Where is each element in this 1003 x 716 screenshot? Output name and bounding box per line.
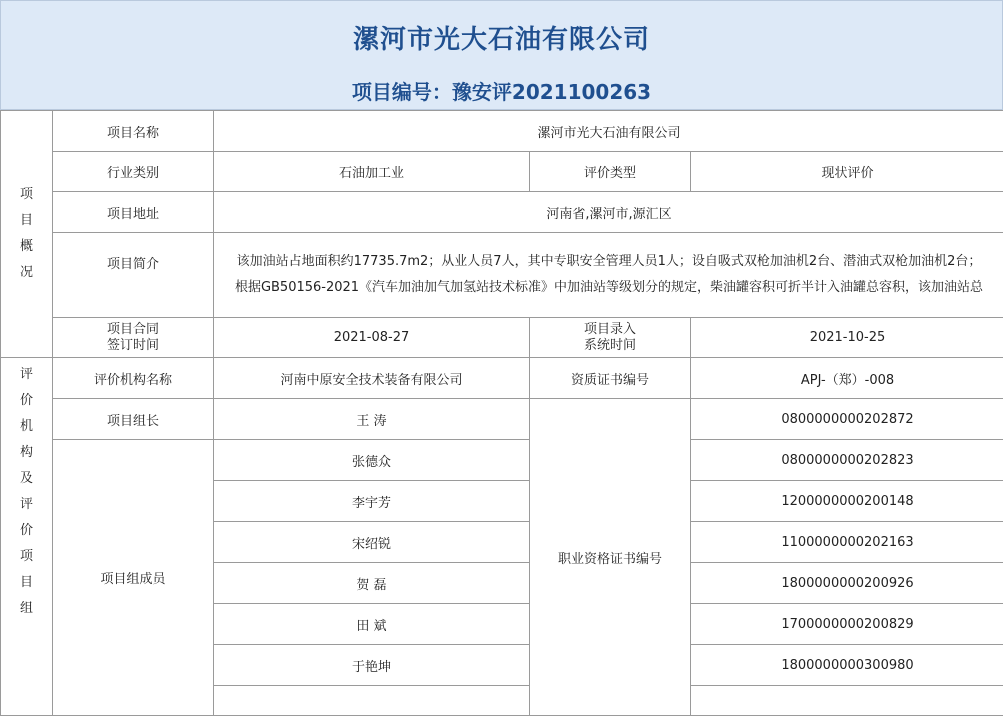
project-name-label: 项目名称 bbox=[53, 111, 214, 152]
address-value: 河南省,漯河市,源汇区 bbox=[214, 192, 1003, 233]
member-name: 贺 磊 bbox=[214, 563, 530, 604]
entry-time-value: 2021-10-25 bbox=[691, 318, 1003, 358]
industry-value: 石油加工业 bbox=[214, 152, 530, 192]
member-name-empty bbox=[214, 686, 530, 716]
entry-time-label bbox=[530, 318, 691, 358]
page-header bbox=[0, 0, 1003, 110]
eval-type-value: 现状评价 bbox=[691, 152, 1003, 192]
section-char: 价 bbox=[1, 388, 52, 414]
qual-cert-value: APJ-（郑）-008 bbox=[691, 358, 1003, 399]
member-name: 田 斌 bbox=[214, 604, 530, 645]
section-char: 构 bbox=[1, 440, 52, 466]
intro-label: 项目简介 bbox=[53, 233, 214, 318]
label-line: 签订时间 bbox=[53, 338, 213, 354]
org-name-value: 河南中原安全技术装备有限公司 bbox=[214, 358, 530, 399]
section-agency bbox=[1, 358, 53, 716]
project-name-value: 漯河市光大石油有限公司 bbox=[214, 111, 1003, 152]
company-title: 漯河市光大石油有限公司 bbox=[1, 19, 1002, 56]
member-cert: 1800000000200926 bbox=[691, 563, 1003, 604]
section-char: 组 bbox=[1, 596, 52, 622]
members-cert-label: 职业资格证书编号 bbox=[530, 399, 691, 716]
members-label: 项目组成员 bbox=[53, 440, 214, 716]
member-name: 李宇芳 bbox=[214, 481, 530, 522]
member-cert: 1800000000300980 bbox=[691, 645, 1003, 686]
section-char: 项 bbox=[1, 182, 52, 208]
leader-label: 项目组长 bbox=[53, 399, 214, 440]
section-char: 评 bbox=[1, 362, 52, 388]
leader-name: 王 涛 bbox=[214, 399, 530, 440]
intro-line: 该加油站占地面积约17735.7m2；从业人员7人，其中专职安全管理人员1人；设自吸式双枪加油机2台、潜油式双枪加油机2台； bbox=[214, 249, 1003, 275]
label-line: 系统时间 bbox=[530, 338, 690, 354]
intro-value bbox=[214, 233, 1003, 318]
section-char: 及 bbox=[1, 466, 52, 492]
section-overview bbox=[1, 111, 53, 358]
project-info-table bbox=[0, 110, 1003, 716]
label-line: 项目录入 bbox=[530, 322, 690, 338]
section-char: 目 bbox=[1, 208, 52, 234]
contract-time-value: 2021-08-27 bbox=[214, 318, 530, 358]
member-cert: 1700000000200829 bbox=[691, 604, 1003, 645]
member-cert: 0800000000202823 bbox=[691, 440, 1003, 481]
section-char: 价 bbox=[1, 518, 52, 544]
label-line: 项目合同 bbox=[53, 322, 213, 338]
section-char: 项 bbox=[1, 544, 52, 570]
org-name-label: 评价机构名称 bbox=[53, 358, 214, 399]
industry-label: 行业类别 bbox=[53, 152, 214, 192]
section-char: 概 bbox=[1, 234, 52, 260]
section-char: 目 bbox=[1, 570, 52, 596]
contract-time-label bbox=[53, 318, 214, 358]
section-char: 况 bbox=[1, 260, 52, 286]
member-name: 张德众 bbox=[214, 440, 530, 481]
intro-line: 根据GB50156-2021《汽车加油加气加氢站技术标准》中加油站等级划分的规定，柴油罐容积可折半计入油罐总容积，该加油站总 bbox=[214, 275, 1003, 301]
address-label: 项目地址 bbox=[53, 192, 214, 233]
section-char: 评 bbox=[1, 492, 52, 518]
leader-cert: 0800000000202872 bbox=[691, 399, 1003, 440]
project-number: 项目编号：豫安评2021100263 bbox=[1, 76, 1002, 105]
qual-cert-label: 资质证书编号 bbox=[530, 358, 691, 399]
member-name: 宋绍锐 bbox=[214, 522, 530, 563]
member-cert-empty bbox=[691, 686, 1003, 716]
member-cert: 1100000000202163 bbox=[691, 522, 1003, 563]
member-cert: 1200000000200148 bbox=[691, 481, 1003, 522]
section-char: 机 bbox=[1, 414, 52, 440]
member-name: 于艳坤 bbox=[214, 645, 530, 686]
eval-type-label: 评价类型 bbox=[530, 152, 691, 192]
